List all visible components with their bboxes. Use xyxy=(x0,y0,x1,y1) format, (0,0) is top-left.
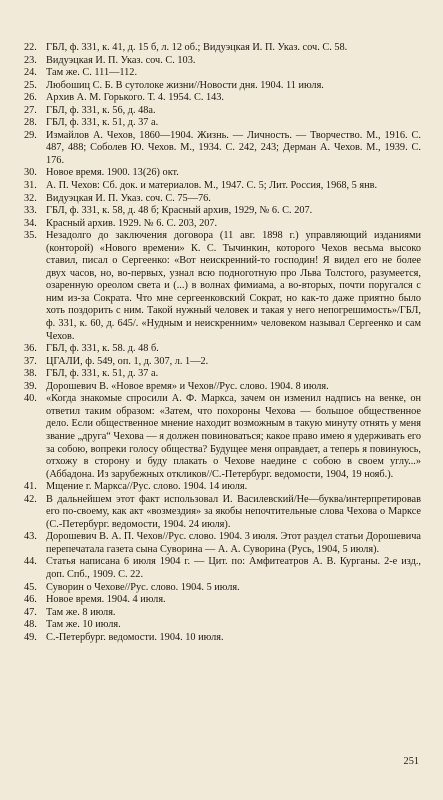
footnote-item xyxy=(24,42,421,55)
footnote-number: 42. xyxy=(24,493,37,505)
footnote-text: Дорошевич В. «Новое время» и Чехов//Рус. слово. 1904. 8 июля. xyxy=(46,380,329,392)
footnote-item xyxy=(24,594,421,607)
footnote-text: Красный архив. 1929. № 6. С. 203, 207. xyxy=(46,217,218,229)
footnote-number: 33. xyxy=(24,205,37,217)
footnote-number: 43. xyxy=(24,531,37,543)
footnote-item xyxy=(24,632,421,645)
footnote-item xyxy=(24,368,421,381)
footnote-text: «Когда знакомые спросили А. Ф. Маркса, зачем он изменил надпись на венке, он ответил таким образом: «Затем, что похороны Чехова — большое общественное дело. Если общественное мнение находит возможным в такую минуту отнять у меня звание „друга“ Чехова — я должен повиноваться; какое право имею я удерживать его за собою, вопреки голосу общества? Будущее меня оправдает, а теперь я повинуюсь, отхожу в сторону и буду плакать о Чехове наедине с собою в своем углу...» (Аббадона. Из зарубежных откликов//С.-Петербург. ведомости, 1904, 19 нояб.). xyxy=(46,393,422,480)
footnote-number: 25. xyxy=(24,79,37,91)
footnote-number: 48. xyxy=(24,619,37,631)
footnote-text: ГБЛ, ф. 331, к. 51, д. 37 а. xyxy=(46,117,159,129)
footnote-text: Там же. 10 июля. xyxy=(46,619,121,631)
footnote-item xyxy=(24,230,421,343)
footnote-text: ГБЛ, ф. 331, к. 41, д. 15 б, л. 12 об.; Видуэцкая И. П. Указ. соч. С. 58. xyxy=(46,42,348,53)
footnote-text: ГБЛ, ф. 331, к. 58, д. 48 б; Красный архив, 1929, № 6. С. 207. xyxy=(46,205,313,217)
footnote-text: В дальнейшем этот факт использовал И. Василевский/Не—буква/интерпретировав его по-своему, как акт «возмездия» за якобы непочтительные слова Чехова о Марксе (С.-Петербург. ведомости, 1904. 24 июля). xyxy=(46,493,421,530)
footnote-number: 27. xyxy=(24,104,37,116)
footnote-item xyxy=(24,556,421,581)
footnote-number: 24. xyxy=(24,67,37,79)
footnote-text: С.-Петербург. ведомости. 1904. 10 июля. xyxy=(46,631,224,643)
footnote-text: Дорошевич В. А. П. Чехов//Рус. слово. 1904. 3 июля. Этот раздел статьи Дорошевича перепечатала газета сына Суворина — А. А. Суворина (Русь, 1904, 5 июля). xyxy=(46,531,421,555)
footnote-text: Видуэцкая И. П. Указ. соч. С. 75—76. xyxy=(46,192,211,204)
footnote-number: 40. xyxy=(24,393,37,405)
footnote-number: 23. xyxy=(24,54,37,66)
footnote-number: 39. xyxy=(24,380,37,392)
footnote-text: Видуэцкая И. П. Указ. соч. С. 103. xyxy=(46,54,196,66)
footnote-number: 32. xyxy=(24,192,37,204)
footnote-item xyxy=(24,105,421,118)
footnote-text: Новое время. 1904. 4 июля. xyxy=(46,594,166,606)
footnote-number: 30. xyxy=(24,167,37,179)
footnote-item xyxy=(24,55,421,68)
footnote-number: 29. xyxy=(24,129,37,141)
footnote-number: 22. xyxy=(24,42,37,53)
footnote-item xyxy=(24,481,421,494)
footnote-number: 28. xyxy=(24,117,37,129)
footnote-text: Новое время. 1900. 13(26) окт. xyxy=(46,167,179,179)
footnote-text: ГБЛ, ф. 331, к. 58. д. 48 б. xyxy=(46,343,159,355)
footnote-number: 41. xyxy=(24,481,37,493)
footnotes-list xyxy=(24,42,421,644)
footnote-number: 45. xyxy=(24,581,37,593)
footnote-text: Там же. 8 июля. xyxy=(46,606,116,618)
footnote-item xyxy=(24,619,421,632)
footnote-number: 37. xyxy=(24,355,37,367)
footnote-item xyxy=(24,180,421,193)
footnote-number: 46. xyxy=(24,594,37,606)
footnote-item xyxy=(24,582,421,595)
footnote-item xyxy=(24,205,421,218)
footnote-item xyxy=(24,67,421,80)
footnote-text: Архив А. М. Горького. Т. 4. 1954. С. 143. xyxy=(46,92,224,104)
footnote-item xyxy=(24,117,421,130)
footnote-item xyxy=(24,218,421,231)
footnote-item xyxy=(24,531,421,556)
footnote-text: Суворин о Чехове//Рус. слово. 1904. 5 июля. xyxy=(46,581,240,593)
footnote-number: 26. xyxy=(24,92,37,104)
footnote-item xyxy=(24,130,421,168)
footnote-number: 31. xyxy=(24,180,37,192)
footnote-number: 44. xyxy=(24,556,37,568)
footnote-text: ГБЛ, ф. 331, к. 51, д. 37 а. xyxy=(46,368,159,380)
footnote-text: Измайлов А. Чехов, 1860—1904. Жизнь. — Личность. — Творчество. М., 1916. С. 487, 488; Соболев Ю. Чехов. М., 1934. С. 242, 243; Дерман А. Чехов. М., 1939. С. 176. xyxy=(46,129,421,166)
footnote-item xyxy=(24,80,421,93)
footnote-text: Статья написана 6 июля 1904 г. — Цит. по: Амфитеатров А. В. Курганы. 2-е изд., доп. Спб., 1909. С. 22. xyxy=(46,556,421,580)
footnote-item xyxy=(24,193,421,206)
footnote-text: ГБЛ, ф. 331, к. 56, д. 48а. xyxy=(46,104,156,116)
footnote-item xyxy=(24,393,421,481)
footnote-text: Любошиц С. Б. В сутолоке жизни//Новости дня. 1904. 11 июля. xyxy=(46,79,324,91)
footnote-text: А. П. Чехов: Сб. док. и материалов. М., 1947. С. 5; Лит. Россия, 1968, 5 янв. xyxy=(46,180,378,192)
footnote-number: 47. xyxy=(24,606,37,618)
footnote-number: 34. xyxy=(24,217,37,229)
footnote-number: 35. xyxy=(24,230,37,242)
footnote-text: Мщение г. Маркса//Рус. слово. 1904. 14 июля. xyxy=(46,481,248,493)
footnote-number: 49. xyxy=(24,631,37,643)
page-number: 251 xyxy=(403,756,419,767)
footnote-item xyxy=(24,167,421,180)
footnote-number: 38. xyxy=(24,368,37,380)
footnote-item xyxy=(24,356,421,369)
footnote-item xyxy=(24,381,421,394)
footnote-item xyxy=(24,494,421,532)
footnote-item xyxy=(24,607,421,620)
footnote-number: 36. xyxy=(24,343,37,355)
footnote-item xyxy=(24,343,421,356)
footnote-text: Там же. С. 111—112. xyxy=(46,67,138,79)
footnote-text: ЦГАЛИ, ф. 549, оп. 1, д. 307, л. 1—2. xyxy=(46,355,209,367)
footnote-item xyxy=(24,92,421,105)
footnote-text: Незадолго до заключения договора (11 авг. 1898 г.) управляющий изданиями (конторой) «Нового времени» К. С. Тычинкин, которого Чехов весьма высоко ставил, писал о Сергеенко: «Вот неискренний-то господин! Я видел его не более двух часов, но, во-первых, узнал всю подноготную про Льва Толстого, разумеется, озаренную ореолом света и (...) в волнах фимиама, а во-вторых, почти поругался с ним из-за Сократа. Что мне сергеенковский Сократ, но как-то даже приятно было хоть поздорить с ним. Такой нужный человек и такая у него непогрешимость»/ГБЛ, ф. 331, к. 60, д. 645/. «Нудным и неискренним» человеком называл Сергеенко и сам Чехов. xyxy=(46,230,421,342)
